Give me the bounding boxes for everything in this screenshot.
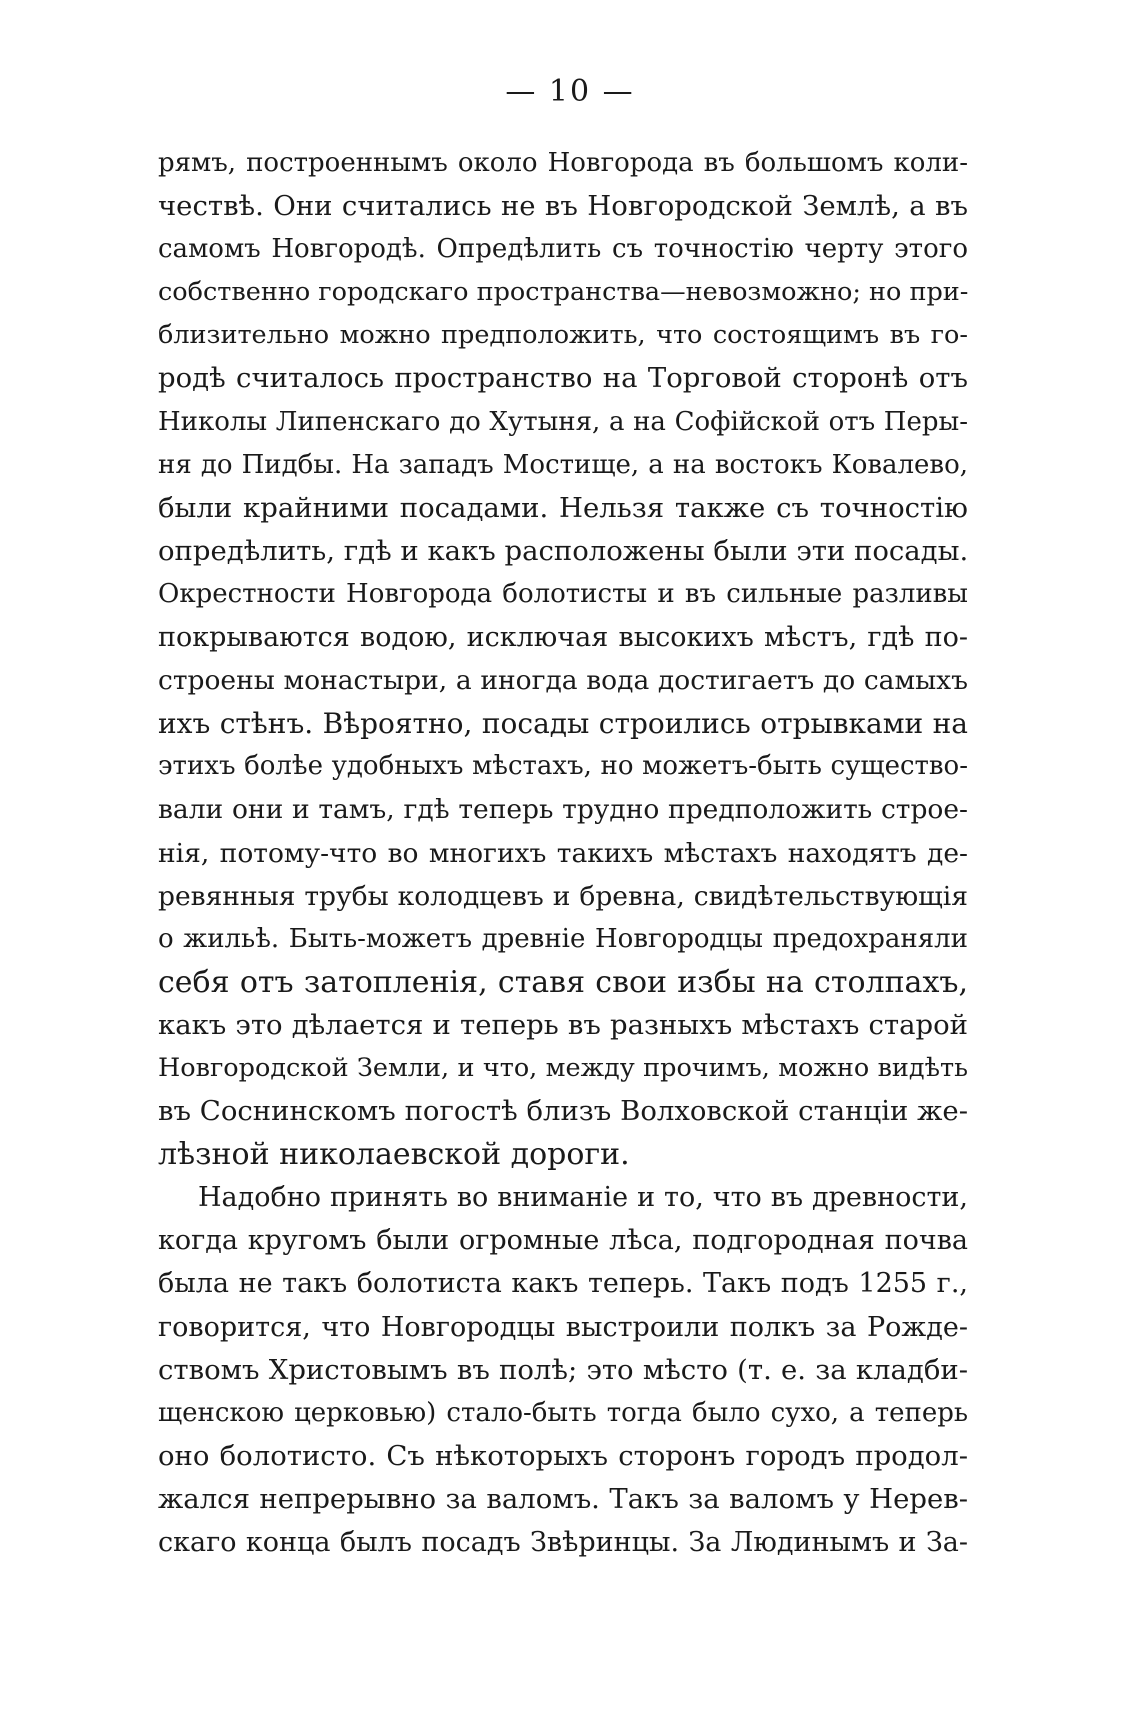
text-line: ня до Пидбы. На западъ Мостище, а на востокъ Ковалево, (158, 449, 968, 480)
text-line: о жильѣ. Быть-можетъ древніе Новгородцы предохраняли (158, 923, 968, 954)
text-line: нія, потому-что во многихъ такихъ мѣстахъ находятъ де- (158, 837, 968, 869)
text-line: ревянныя трубы колодцевъ и бревна, свидѣтельствующія (158, 880, 968, 912)
text-line: строены монастыри, а иногда вода достигаетъ до самыхъ (158, 665, 968, 697)
text-line: ихъ стѣнъ. Вѣроятно, посады строились отрывками на (158, 707, 968, 741)
text-line: скаго конца былъ посадъ Звѣринцы. За Людинымъ и За- (158, 1527, 968, 1558)
paragraph-2 (158, 1176, 968, 1564)
text-line: Новгородской Земли, и что, между прочимъ, можно видѣть (158, 1052, 968, 1083)
text-line: Окрестности Новгорода болотисты и въ сильные разливы (158, 578, 968, 609)
text-line: Николы Липенскаго до Хутыня, а на Софійской отъ Перы- (158, 406, 968, 437)
text-line: ствомъ Христовымъ въ полѣ; это мѣсто (т. е. за кладби- (158, 1353, 968, 1386)
text-line: собственно городскаго пространства—невозможно; но при- (158, 277, 968, 308)
text-line: какъ это дѣлается и теперь въ разныхъ мѣстахъ старой (158, 1008, 968, 1041)
text-line: въ Соснинскомъ погостѣ близъ Волховской станціи же- (158, 1095, 968, 1128)
text-line: чествѣ. Они считались не въ Новгородской Землѣ, а въ (158, 190, 968, 223)
paragraph-1 (158, 142, 968, 1176)
text-line: себя отъ затопленія, ставя свои избы на столпахъ, (158, 964, 968, 1000)
text-line: была не такъ болотиста какъ теперь. Такъ подъ 1255 г., (158, 1268, 968, 1300)
text-line: лѣзной николаевской дороги. (158, 1137, 630, 1173)
text-line: самомъ Новгородѣ. Опредѣлить съ точностію черту этого (158, 234, 968, 265)
text-line: покрываются водою, исключая высокихъ мѣстъ, гдѣ по- (158, 622, 968, 654)
text-line: щенскою церковью) стало-быть тогда было сухо, а теперь (158, 1397, 968, 1428)
text-line: близительно можно предположить, что состоящимъ въ го- (158, 320, 968, 351)
text-line: вали они и тамъ, гдѣ теперь трудно предположить строе- (158, 794, 968, 826)
page-number: — 10 — (505, 74, 635, 109)
text-line: были крайними посадами. Нельзя также съ точностію (158, 491, 968, 524)
text-line: жался непрерывно за валомъ. Такъ за валомъ у Нерев- (158, 1482, 968, 1515)
text-line: этихъ болѣе удобныхъ мѣстахъ, но можетъ-быть существо- (158, 751, 968, 782)
text-line: опредѣлить, гдѣ и какъ расположены были эти посады. (158, 534, 968, 567)
body-text (158, 142, 968, 1564)
text-line: говорится, что Новгородцы выстроили полкъ за Рожде- (158, 1311, 968, 1343)
text-line: когда кругомъ были огромные лѣса, подгородная почва (158, 1225, 968, 1257)
text-line: Надобно принять во вниманіе и то, что въ древности, (198, 1182, 968, 1214)
text-line: оно болотисто. Съ нѣкоторыхъ сторонъ городъ продол- (158, 1439, 968, 1472)
text-line: рямъ, построеннымъ около Новгорода въ большомъ коли- (158, 148, 968, 178)
text-line: родѣ считалось пространство на Торговой сторонѣ отъ (158, 362, 968, 395)
